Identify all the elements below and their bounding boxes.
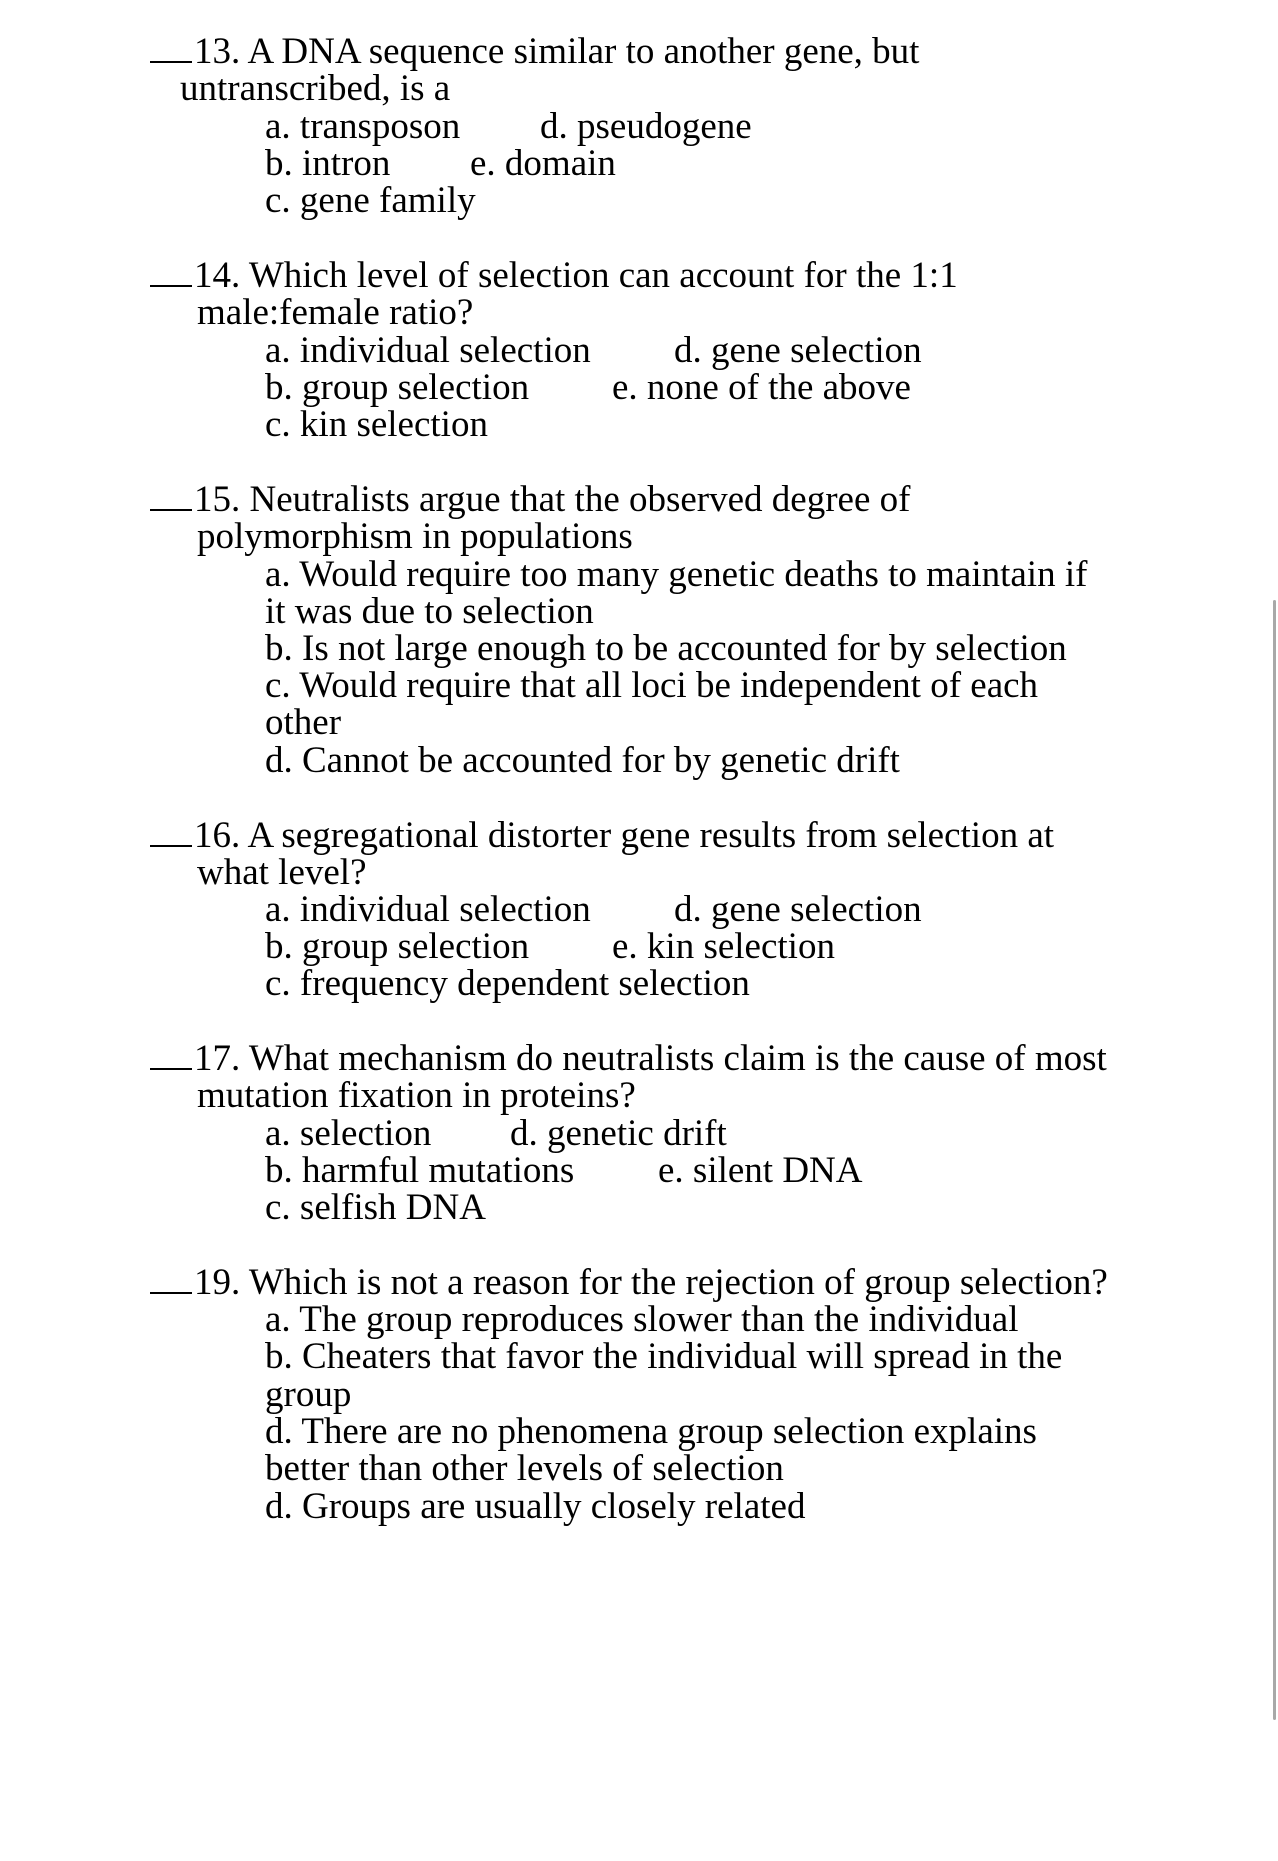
option-c-cont: other <box>265 702 342 743</box>
option-e: e. kin selection <box>612 926 835 967</box>
answer-blank[interactable] <box>150 479 192 511</box>
question-16-stem-cont: what level? <box>197 852 367 893</box>
question-17-stem: 17. What mechanism do neutralists claim is the cause of most <box>150 1037 1107 1081</box>
option-a: a. individual selection <box>265 330 591 371</box>
option-d: d. genetic drift <box>510 1113 727 1154</box>
question-17-stem-cont: mutation fixation in proteins? <box>197 1075 636 1116</box>
option-a: a. Would require too many genetic deaths to maintain if <box>265 554 1088 595</box>
answer-blank[interactable] <box>150 1038 192 1070</box>
option-e: e. domain <box>470 143 616 184</box>
option-d-second: d. Groups are usually closely related <box>265 1486 806 1527</box>
option-d: d. Cannot be accounted for by genetic drift <box>265 740 900 781</box>
option-b: b. Cheaters that favor the individual will spread in the <box>265 1336 1063 1377</box>
option-a-cont: it was due to selection <box>265 591 594 632</box>
answer-blank[interactable] <box>150 255 192 287</box>
option-d: d. gene selection <box>674 330 922 371</box>
option-b: b. group selection <box>265 367 530 408</box>
answer-blank[interactable] <box>150 31 192 63</box>
option-c: c. frequency dependent selection <box>265 963 750 1004</box>
question-13-stem: 13. A DNA sequence similar to another gene, but <box>150 30 919 74</box>
question-14-stem: 14. Which level of selection can account for the 1:1 <box>150 254 958 298</box>
option-e: e. silent DNA <box>658 1150 863 1191</box>
option-d-cont: better than other levels of selection <box>265 1448 784 1489</box>
option-d: d. gene selection <box>674 889 922 930</box>
option-d: d. There are no phenomena group selection explains <box>265 1411 1037 1452</box>
question-19-stem: 19. Which is not a reason for the rejection of group selection? <box>150 1261 1108 1305</box>
scrollbar[interactable] <box>1273 600 1276 1720</box>
question-15-stem-cont: polymorphism in populations <box>197 516 633 557</box>
question-15-stem: 15. Neutralists argue that the observed degree of <box>150 478 910 522</box>
option-b-cont: group <box>265 1374 352 1415</box>
option-a: a. transposon <box>265 106 461 147</box>
option-e: e. none of the above <box>612 367 911 408</box>
option-c: c. selfish DNA <box>265 1187 486 1228</box>
question-16-stem: 16. A segregational distorter gene results from selection at <box>150 814 1054 858</box>
question-14-stem-cont: male:female ratio? <box>197 292 474 333</box>
option-b: b. Is not large enough to be accounted for by selection <box>265 628 1067 669</box>
option-a: a. individual selection <box>265 889 591 930</box>
option-b: b. group selection <box>265 926 530 967</box>
option-c: c. kin selection <box>265 404 488 445</box>
option-d: d. pseudogene <box>540 106 752 147</box>
question-13-stem-cont: untranscribed, is a <box>180 68 451 109</box>
answer-blank[interactable] <box>150 815 192 847</box>
answer-blank[interactable] <box>150 1262 192 1294</box>
option-c: c. Would require that all loci be independent of each <box>265 665 1039 706</box>
option-b: b. intron <box>265 143 391 184</box>
option-a: a. selection <box>265 1113 432 1154</box>
option-b: b. harmful mutations <box>265 1150 575 1191</box>
option-a: a. The group reproduces slower than the individual <box>265 1299 1019 1340</box>
option-c: c. gene family <box>265 180 476 221</box>
